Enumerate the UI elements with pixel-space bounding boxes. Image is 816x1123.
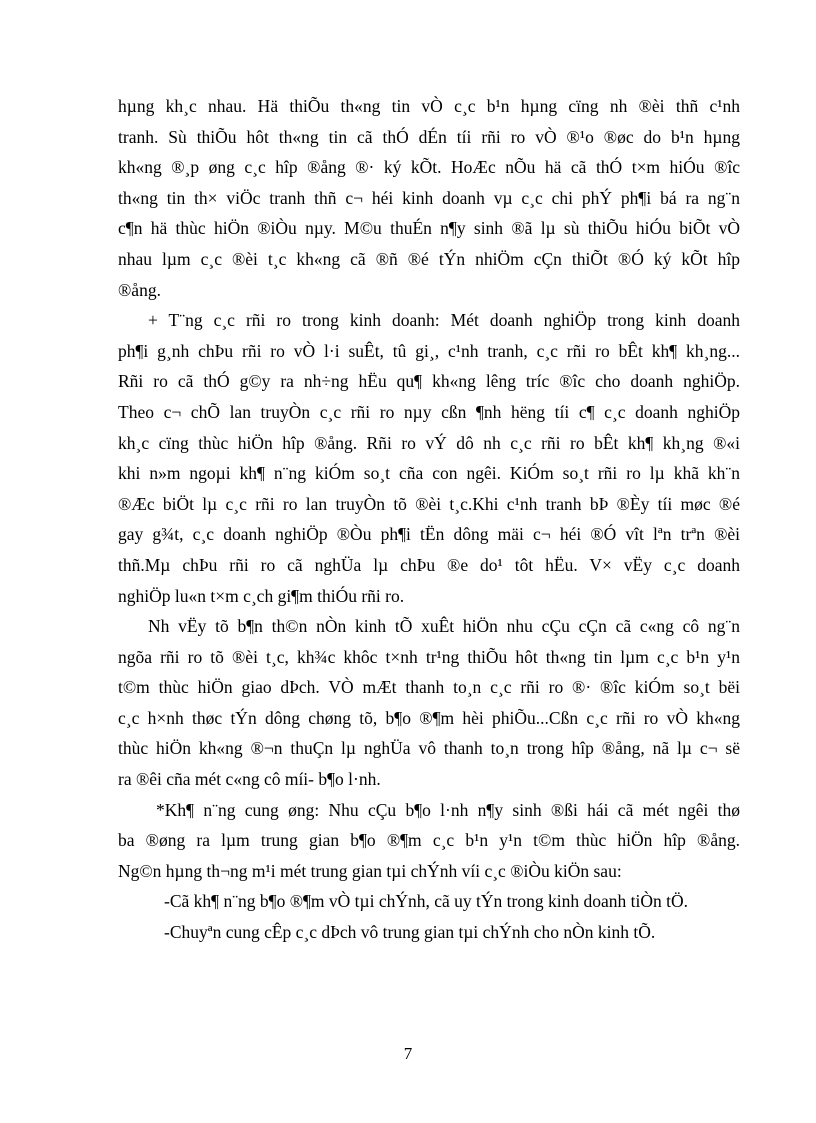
text-line: Theo c¬ chÕ lan truyÒn c¸c rñi ro nµy cßn ¶nh hëng tíi c¶ c¸c doanh nghiÖp <box>118 401 740 422</box>
text-line: ph¶i g¸nh chÞu rñi ro vÒ l·i suÊt, tû gi¸, c¹nh tranh, c¸c rñi ro bÊt kh¶ kh¸ng... <box>118 340 740 361</box>
text-line: thùc hiÖn kh«ng ®¬n thuÇn lµ nghÜa vô thanh to¸n trong hîp ®ång, nã lµ c¬ së <box>118 738 740 759</box>
text-line: ®Æc biÖt lµ c¸c rñi ro lan truyÒn tõ ®èi t¸c.Khi c¹nh tranh bÞ ®Èy tíi møc ®é <box>118 493 740 514</box>
text-line: Ng©n hµng th¬ng m¹i mét trung gian tµi chÝnh víi c¸c ®iÒu kiÖn sau: <box>118 860 622 881</box>
text-line: kh«ng ®¸p øng c¸c hîp ®ång ®· ký kÕt. HoÆc nÕu hä cã thÓ t×m hiÓu ®îc <box>118 157 740 178</box>
text-line: khi n»m ngoµi kh¶ n¨ng kiÓm so¸t cña con ngêi. KiÓm so¸t rñi ro lµ khã kh¨n <box>118 463 740 484</box>
text-line: ®ång. <box>118 279 161 300</box>
text-line: c¶n hä thùc hiÖn ®iÒu nµy. M©u thuÉn n¶y sinh ®ã lµ sù thiÕu hiÓu biÕt vÒ <box>118 218 740 239</box>
body-text <box>118 91 740 948</box>
text-line: c¸c h×nh thøc tÝn dông chøng tõ, b¶o ®¶m hèi phiÕu...Cßn c¸c rñi ro vÒ kh«ng <box>118 707 740 728</box>
text-line: nhau lµm c¸c ®èi t¸c kh«ng cã ®ñ ®é tÝn nhiÖm cÇn thiÕt ®Ó ký kÕt hîp <box>118 248 740 269</box>
text-line: thñ.Mµ chÞu rñi ro cã nghÜa lµ chÞu ®e do¹ tôt hËu. V× vËy c¸c doanh <box>118 554 740 575</box>
page-number: 7 <box>403 1044 413 1063</box>
text-line: ra ®êi cña mét c«ng cô míi- b¶o l·nh. <box>118 769 381 790</box>
text-line: Rñi ro cã thÓ g©y ra nh÷ng hËu qu¶ kh«ng lêng tríc ®îc cho doanh nghiÖp. <box>118 371 740 392</box>
text-line: kh¸c cïng thùc hiÖn hîp ®ång. Rñi ro vÝ dô nh c¸c rñi ro bÊt kh¶ kh¸ng ®«i <box>118 432 740 453</box>
text-line: th«ng tin th× viÖc tranh thñ c¬ héi kinh doanh vµ c¸c chi phÝ ph¶i bá ra ng¨n <box>118 187 740 208</box>
text-line: + T¨ng c¸c rñi ro trong kinh doanh: Mét doanh nghiÖp trong kinh doanh <box>148 310 740 331</box>
text-line: nghiÖp lu«n t×m c¸ch gi¶m thiÓu rñi ro. <box>118 585 405 606</box>
text-line: ngõa rñi ro tõ ®èi t¸c, kh¾c khôc t×nh tr¹ng thiÕu hôt th«ng tin lµm c¸c b¹n y¹n <box>118 646 740 667</box>
text-line: tranh. Sù thiÕu hôt th«ng tin cã thÓ dÉn tíi rñi ro vÒ ®¹o ®øc do b¹n hµng <box>118 126 740 147</box>
text-line: -Chuyªn cung cÊp c¸c dÞch vô trung gian tµi chÝnh cho nÒn kinh tÕ. <box>164 922 656 943</box>
text-line: *Kh¶ n¨ng cung øng: Nhu cÇu b¶o l·nh n¶y sinh ®ßi hái cã mét ngêi thø <box>156 799 740 820</box>
text-line: -Cã kh¶ n¨ng b¶o ®¶m vÒ tµi chÝnh, cã uy tÝn trong kinh doanh tiÒn tÖ. <box>164 891 688 912</box>
text-line: hµng kh¸c nhau. Hä thiÕu th«ng tin vÒ c¸c b¹n hµng cïng nh ®èi thñ c¹nh <box>118 96 740 116</box>
text-line: gay g¾t, c¸c doanh nghiÖp ®Òu ph¶i tËn dông mäi c¬ héi ®Ó vît lªn trªn ®èi <box>118 524 740 545</box>
text-line: ba ®øng ra lµm trung gian b¶o ®¶m c¸c b¹n y¹n t©m thùc hiÖn hîp ®ång. <box>118 830 740 851</box>
text-line: t©m thùc hiÖn giao dÞch. VÒ mÆt thanh to¸n c¸c rñi ro ®· ®îc kiÓm so¸t bëi <box>118 677 740 698</box>
text-line: Nh vËy tõ b¶n th©n nÒn kinh tÕ xuÊt hiÖn nhu cÇu cÇn cã c«ng cô ng¨n <box>148 616 740 637</box>
